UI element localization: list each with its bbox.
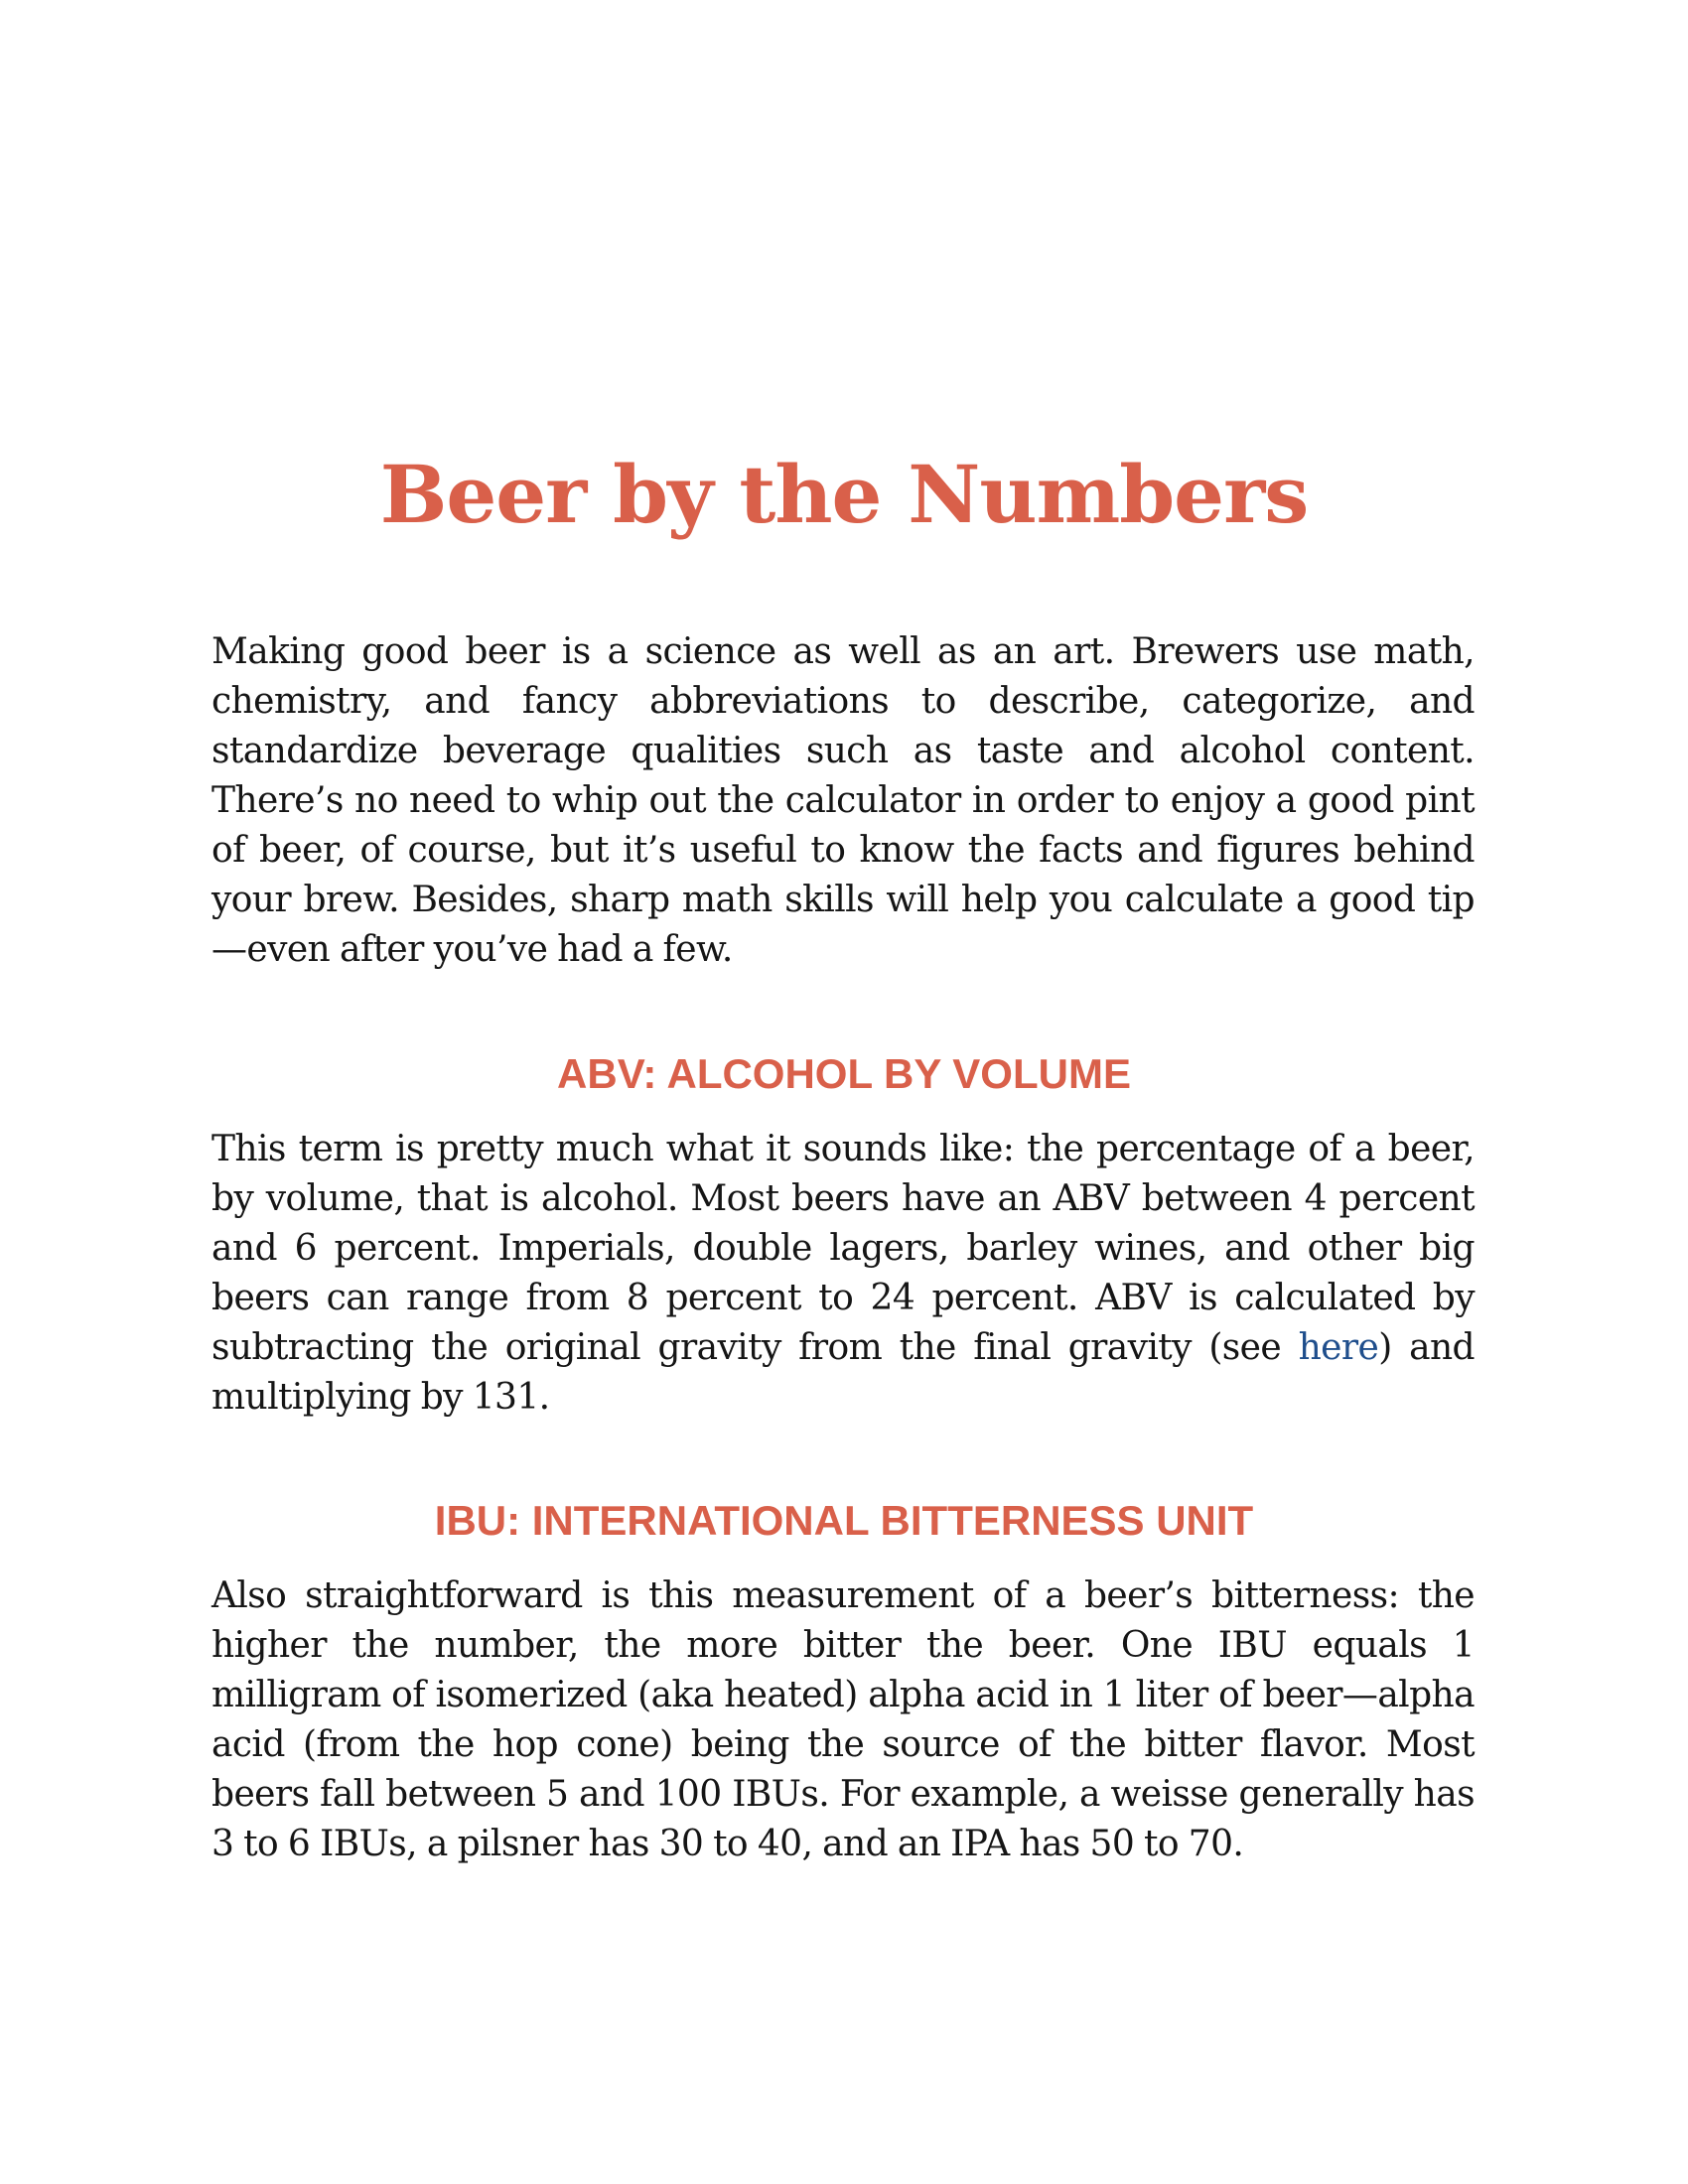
ibu-heading: IBU: INTERNATIONAL BITTERNESS UNIT — [434, 1497, 1254, 1544]
abv-heading: ABV: ALCOHOL BY VOLUME — [557, 1050, 1131, 1097]
intro-paragraph: Making good beer is a science as well as an art. Brewers use math, chemistry, and fancy abbreviations to describe, categorize, and standardize beverage qualities such as taste and alcohol content. There’s no need to whip out the calculator in order to enjoy a good pint of beer, of course, but it’s useful to know the facts and figures behind your brew. Besides, sharp math skills will help you calculate a good tip—even after you’ve had a few. — [211, 631, 1475, 970]
here-link[interactable]: here — [1298, 1327, 1379, 1368]
ibu-paragraph: Also straightforward is this measurement of a beer’s bitterness: the higher the number, the more bitter the beer. One IBU equals 1 milligram of isomerized (aka heated) alpha acid in 1 liter of beer—alpha acid (from the hop cone) being the source of the bitter flavor. Most beers fall between 5 and 100 IBUs. For example, a weisse generally has 3 to 6 IBUs, a pilsner has 30 to 40, and an IPA has 50 to 70. — [211, 1575, 1475, 1864]
abv-text-before-link: This term is pretty much what it sounds like: the percentage of a beer, by volume, that is alcohol. Most beers have an ABV between 4 percent and 6 percent. Imperials, double lagers, barley wines, and other big beers can range from 8 percent to 24 percent. ABV is calculated by subtracting the original gravity from the final gravity (see — [211, 1129, 1475, 1368]
abv-paragraph — [211, 1125, 1475, 1423]
abv-text-after-link: ) and multiplying by 131. — [211, 1327, 1476, 1418]
page-title: Beer by the Numbers — [379, 448, 1309, 541]
